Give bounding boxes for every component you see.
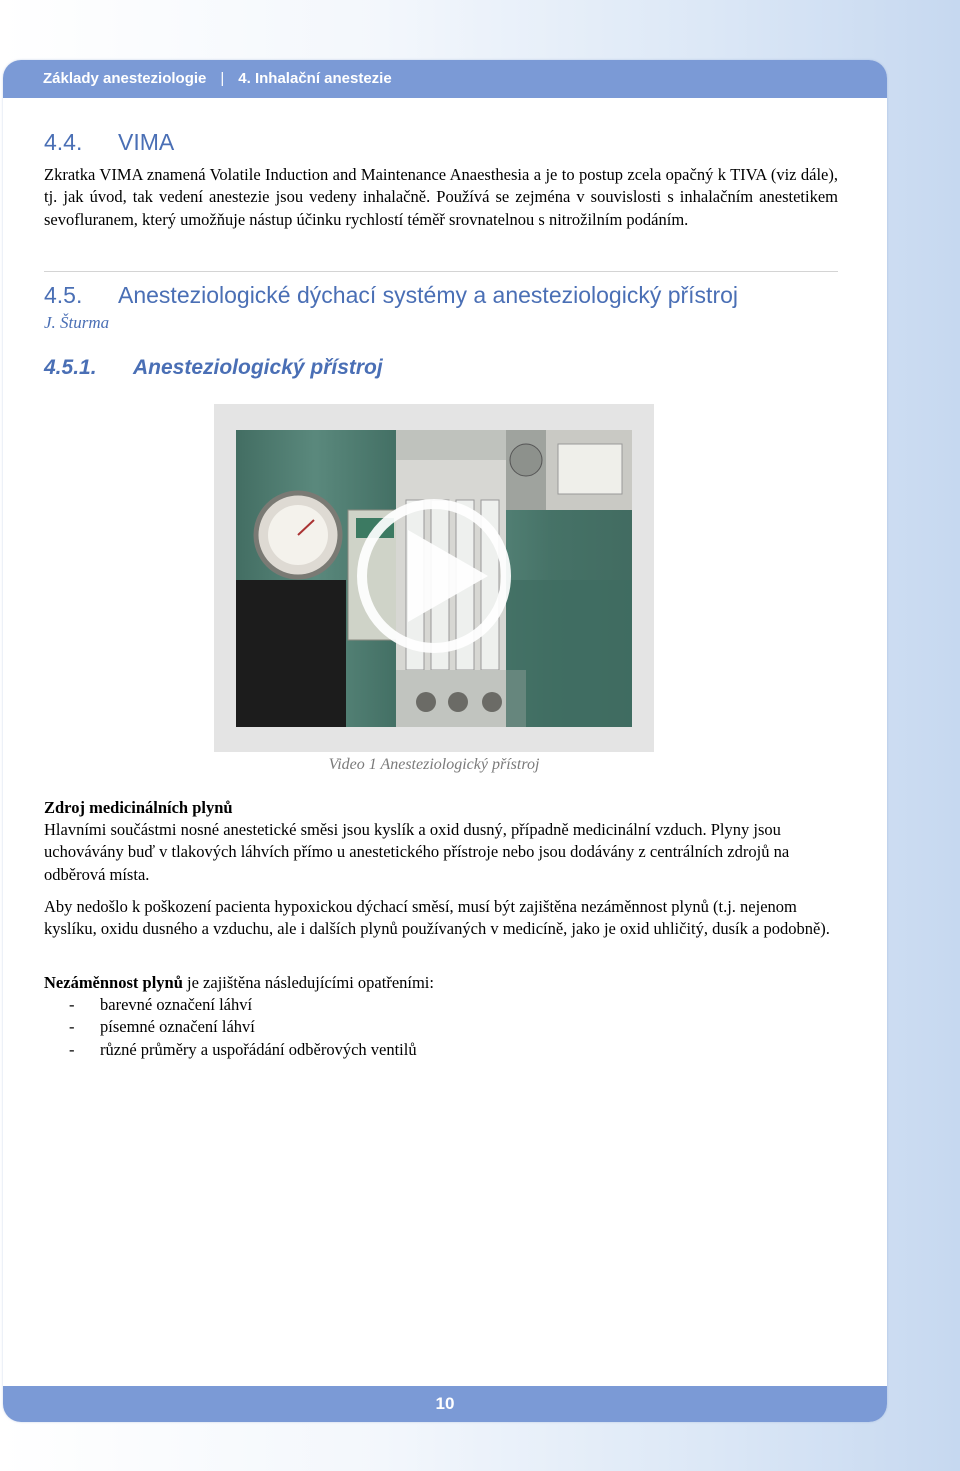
list-item: - různé průměry a uspořádání odběrových ventilů: [44, 1039, 838, 1061]
section-author: J. Šturma: [44, 313, 110, 332]
header-separator: |: [220, 70, 225, 87]
gas-source-paragraph-3: [44, 972, 838, 994]
list-item: - barevné označení láhví: [44, 994, 838, 1016]
page-number: 10: [435, 1394, 455, 1413]
list-item: - písemné označení láhví: [44, 1016, 838, 1038]
section-title: Anesteziologické dýchací systémy a anesteziologický přístroj: [118, 282, 739, 308]
measures-list: [44, 994, 838, 1061]
gas-source-paragraph-2: Aby nedošlo k poškození pacienta hypoxickou dýchací směsí, musí být zajištěna nezáměnnost plynů (t.j. nejenom kyslíku, oxidu dusného a vzduchu, ale i dalších plynů používaných v medicíně, jako je oxid uhličitý, dusík a podobně).: [44, 897, 830, 939]
measures-list-wrapper: [44, 994, 838, 1061]
paragraph-rest: je zajištěna následujícími opatřeními:: [182, 973, 434, 992]
section-number: 4.4.: [44, 129, 83, 155]
section-title: VIMA: [118, 129, 175, 155]
emphasis-term: Nezáměnnost plynů: [44, 973, 183, 992]
running-header: [3, 60, 887, 98]
subsection-heading: [44, 356, 383, 380]
gas-source-paragraph-1: Hlavními součástmi nosné anestetické směsi jsou kyslík a oxid dusný, případně medicinální vzduch. Plyny jsou uchovávány buď v tlakových láhvích přímo u anestetického přístroje nebo jsou dodávány z centrálních zdrojů na odběrová místa.: [44, 820, 790, 884]
gas-source-heading: Zdroj medicinálních plynů: [44, 798, 233, 817]
page-footer: [3, 1386, 887, 1422]
subsection-number: 4.5.1.: [44, 356, 97, 379]
header-chapter-title: 4. Inhalační anestezie: [238, 70, 392, 87]
video-caption: Video 1 Anesteziologický přístroj: [328, 756, 540, 773]
video-player[interactable]: [214, 404, 654, 752]
section-heading-vima: [44, 129, 174, 156]
video-thumbnail: [236, 430, 632, 727]
subsection-title: Anesteziologický přístroj: [133, 356, 383, 379]
section-heading-breathing-systems: [44, 282, 738, 309]
section-number: 4.5.: [44, 282, 83, 308]
header-book-title: Základy anesteziologie: [43, 70, 207, 87]
section-divider: [44, 271, 838, 272]
vima-paragraph: Zkratka VIMA znamená Volatile Induction and Maintenance Anaesthesia a je to postup zcela opačný k TIVA (viz dále), tj. jak úvod, tak vedení anestezie jsou vedeny inhalačně. Používá se zejména v souvislosti s inhalačním anestetikem sevofluranem, který umožňuje nástup účinku rychlostí téměř srovnatelnou s nitrožilním podáním.: [44, 165, 838, 229]
page-sheet: [3, 60, 887, 1422]
